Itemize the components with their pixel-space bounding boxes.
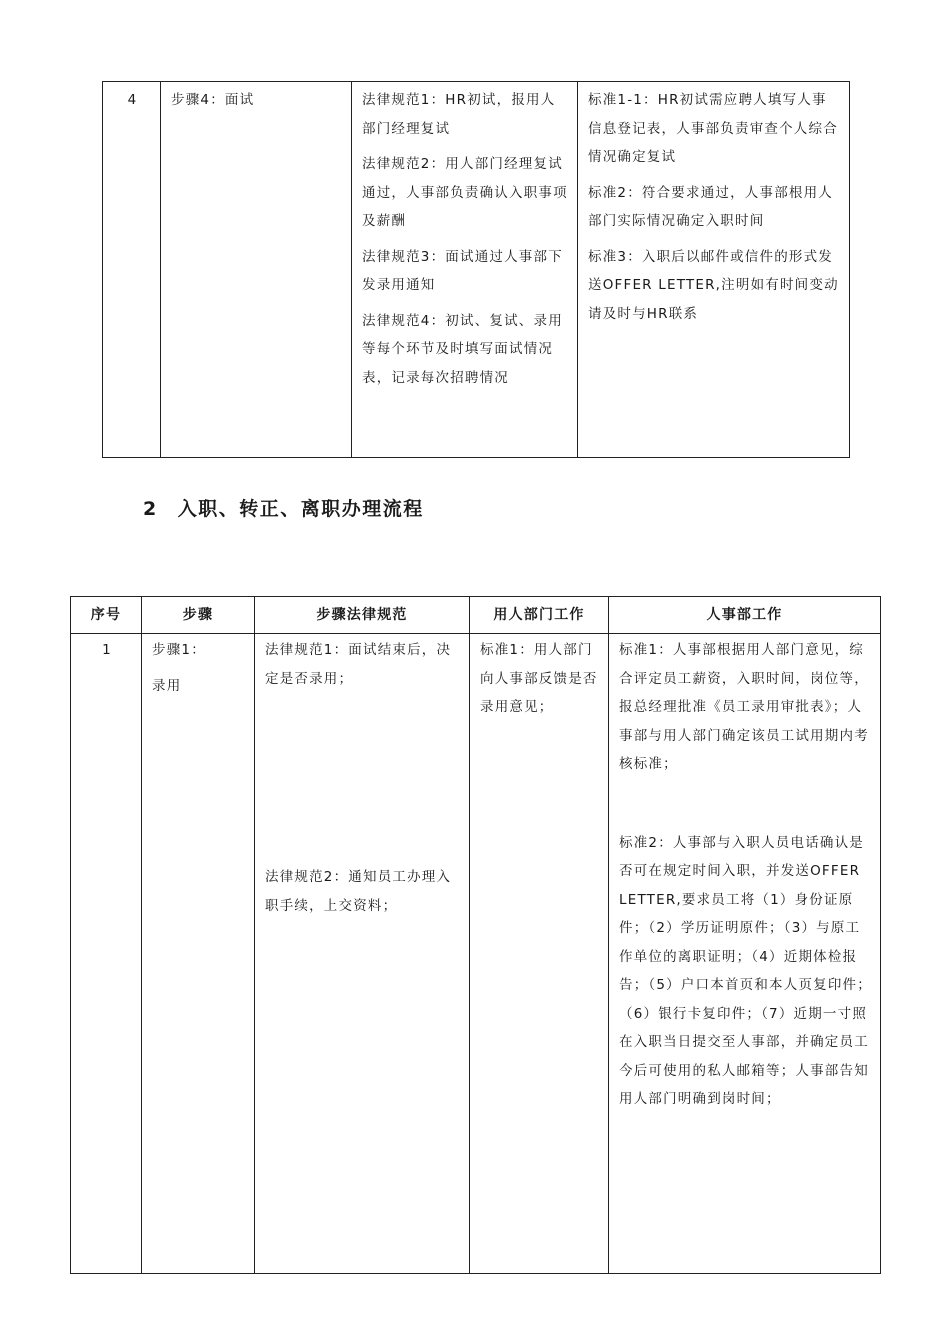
rule-text: 法律规范1：面试结束后，决定是否录用； [265, 642, 452, 687]
rule-text: 法律规范2：通知员工办理入职手续，上交资料； [265, 869, 452, 914]
rules-cell [352, 82, 578, 458]
section-heading [143, 494, 424, 521]
column-header: 步骤 [142, 597, 255, 634]
row-number: 4 [103, 82, 161, 458]
step-label: 步骤1： [152, 642, 206, 658]
dept-work-cell: 标准1：用人部门向人事部反馈是否录用意见； [470, 634, 609, 1274]
rule-text: 法律规范1：HR初试，报用人部门经理复试 [362, 92, 556, 137]
column-header: 用人部门工作 [470, 597, 609, 634]
table-row [103, 82, 850, 458]
standard-text: 标准2：符合要求通过，人事部根用人部门实际情况确定入职时间 [588, 184, 833, 229]
rule-text: 法律规范4：初试、复试、录用等每个环节及时填写面试情况表，记录每次招聘情况 [362, 312, 563, 386]
interview-step-table [102, 81, 850, 458]
rule-text: 法律规范3：面试通过人事部下发录用通知 [362, 248, 563, 293]
hr-work-cell [609, 634, 881, 1274]
onboarding-process-table [70, 596, 881, 1274]
rules-cell [255, 634, 470, 1274]
table-row [71, 634, 881, 1274]
step-cell [142, 634, 255, 1274]
standards-cell [578, 82, 850, 458]
standard-text: 标准3：入职后以邮件或信件的形式发送OFFER LETTER,注明如有时间变动请及时与HR联系 [588, 248, 839, 322]
column-header: 人事部工作 [609, 597, 881, 634]
step-name: 步骤4：面试 [161, 82, 352, 458]
rule-text: 法律规范2：用人部门经理复试通过，人事部负责确认入职事项及薪酬 [362, 156, 568, 229]
row-number: 1 [71, 634, 142, 1274]
section-title: 入职、转正、离职办理流程 [177, 498, 424, 520]
column-header: 序号 [71, 597, 142, 634]
table-header-row [71, 597, 881, 634]
step-name: 录用 [152, 677, 182, 694]
column-header: 步骤法律规范 [255, 597, 470, 634]
hr-standard-text: 标准2：人事部与入职人员电话确认是否可在规定时间入职，并发送OFFER LETTER,要求员工将（1）身份证原件；（2）学历证明原件；（3）与原工作单位的离职证明；（4）近期体检报告；（5）户口本首页和本人页复印件；（6）银行卡复印件；（7）近期一寸照在入职当日提交至人事部，并确定员工今后可使用的私人邮箱等；人事部告知用人部门明确到岗时间； [619, 834, 872, 1107]
hr-standard-text: 标准1：人事部根据用人部门意见，综合评定员工薪资，入职时间，岗位等，报总经理批准《员工录用审批表》；人事部与用人部门确定该员工试用期内考核标准； [619, 642, 869, 772]
section-number: 2 [143, 498, 158, 520]
standard-text: 标准1-1：HR初试需应聘人填写人事信息登记表，人事部负责审查个人综合情况确定复试 [588, 92, 838, 165]
